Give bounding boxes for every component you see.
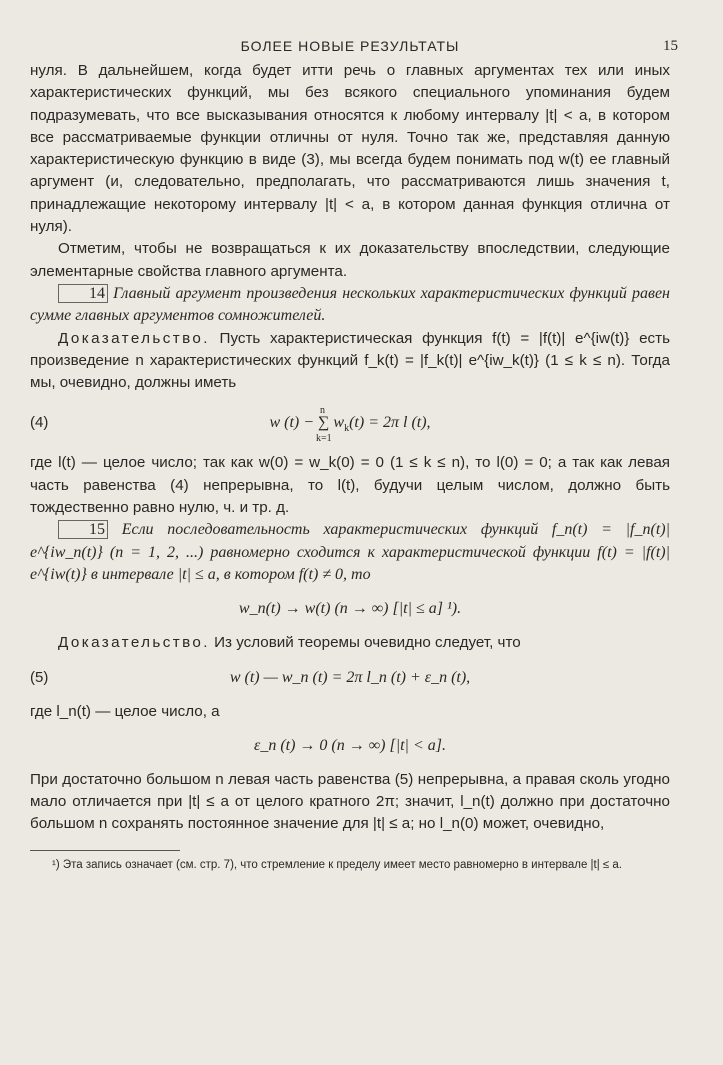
footnote: ¹) Эта запись означает (см. стр. 7), что стремление к пределу имеет место равномерно в интервале |t| ≤ a. — [52, 858, 622, 871]
equation-4-lhs: w (t) − — [269, 414, 315, 432]
proof-word-15: Доказательство. — [58, 634, 210, 652]
paragraph-properties: Отметим, чтобы не возвращаться к их доказательству впоследствии, следующие элементарные свойства главного аргумента. — [30, 240, 670, 280]
equation-4-rhs: (t) = 2π l (t), — [349, 414, 431, 432]
proof-word: Доказательство. — [58, 329, 210, 347]
proof-15-conclusion: При достаточно большом n левая часть равенства (5) непрерывна, а правая сколь угодно мало отличается при |t| ≤ a от целого кратного 2π; значит, l_n(t) должно при достаточно большом n сохранять постоянное значение для |t| ≤ a; но l_n(0) может, очевидно, — [30, 770, 670, 833]
limit-formula-2 — [30, 729, 670, 763]
theorem-number-14: 14 — [58, 284, 108, 303]
equation-4 — [30, 400, 670, 446]
proof-15-integer-note: где l_n(t) — целое число, а — [30, 702, 220, 720]
equation-5 — [30, 661, 670, 695]
equation-4-term-subscript: k — [344, 423, 350, 435]
sum-lower-limit: k=1 — [316, 433, 332, 445]
limit-formula-1-text: w_n(t) → w(t) (n → ∞) [|t| ≤ a] ¹). — [238, 600, 462, 618]
theorem-14 — [30, 283, 670, 328]
theorem-14-text: Главный аргумент произведения нескольких характеристических функций равен сумме главных аргументов сомножителей. — [30, 284, 670, 325]
limit-formula-1 — [30, 592, 670, 626]
footnote-rule — [30, 850, 180, 851]
running-head-title: БОЛЕЕ НОВЫЕ РЕЗУЛЬТАТЫ — [240, 38, 460, 54]
proof-14 — [30, 328, 670, 395]
proof-15-text: Из условий теоремы очевидно следует, что — [214, 634, 521, 652]
page-body — [30, 60, 670, 836]
theorem-15-text: Если последовательность характеристических функций f_n(t) = |f_n(t)| e^{iw_n(t)} (n = 1, 2, ...) равномерно сходится к характеристической функции f(t) = |f(t)| e^{iw(t)} в интервале |t| ≤ a, в котором f(t) ≠ 0, то — [30, 521, 670, 583]
proof-15 — [30, 632, 670, 654]
summation-sign: ∑ n k=1 — [318, 412, 329, 434]
equation-5-expression: w (t) — w_n (t) = 2π l_n (t) + ε_n (t), — [229, 668, 471, 686]
limit-formula-2-text: ε_n (t) → 0 (n → ∞) [|t| < a]. — [254, 736, 446, 754]
proof-14-text: Пусть характеристическая функция f(t) = |f(t)| e^{iw(t)} есть произведение n характеристических функций f_k(t) = |f_k(t)| e^{iw_k(t)} (1 ≤ k ≤ n). Тогда мы, очевидно, должны иметь — [30, 329, 670, 392]
paragraph-intro: нуля. В дальнейшем, когда будет итти речь о главных аргументах тех или иных характеристических функций, мы без всякого специального упоминания будем подразумевать, что все высказывания относятся к любому интервалу |t| < a, в котором все рассматриваемые функции отличны от нуля. Точно так же, представляя данную характеристическую функцию в виде (3), мы всегда будем понимать под w(t) ее главный аргумент (и, следовательно, предполагать, что рассматриваются лишь значения t, принадлежащие некоторому интервалу |t| < a, в котором данная функция отлична от нуля). — [30, 62, 670, 236]
equation-4-label: (4) — [30, 414, 49, 432]
sum-upper-limit: n — [320, 405, 326, 417]
proof-14-conclusion: где l(t) — целое число; так как w(0) = w_k(0) = 0 (1 ≤ k ≤ n), то l(0) = 0; а так как левая часть равенства (4) непрерывна, то l(t), будучи целым числом, должно быть тождественно равно нулю, ч. и тр. д. — [30, 454, 670, 517]
book-page — [30, 28, 678, 873]
theorem-15 — [30, 519, 670, 586]
theorem-number-15: 15 — [58, 520, 108, 539]
equation-4-expression — [30, 405, 670, 445]
page-number: 15 — [663, 38, 678, 54]
equation-4-term: w — [333, 414, 345, 432]
running-head — [30, 28, 678, 60]
equation-5-label: (5) — [30, 668, 49, 686]
